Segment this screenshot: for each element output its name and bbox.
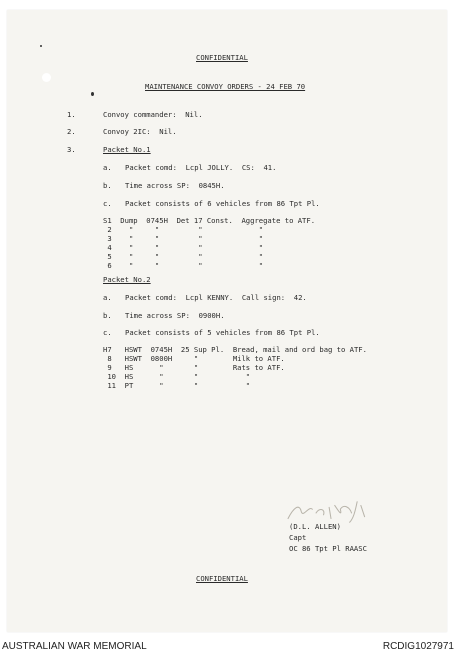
sub-letter: c. xyxy=(103,199,112,208)
signatory-name: (D.L. ALLEN) xyxy=(289,522,341,531)
sub-letter: b. xyxy=(103,181,112,190)
vehicle-row: 3 " " " " xyxy=(103,234,264,243)
sub-letter: b. xyxy=(103,311,112,320)
para-number: 3. xyxy=(67,145,76,154)
punch-hole xyxy=(42,73,51,82)
sub-text: Packet consists of 6 vehicles from 86 Tpt Pl. xyxy=(125,199,320,208)
classification-top: CONFIDENTIAL xyxy=(196,53,248,62)
archive-reference: RCDIG1027971 xyxy=(382,641,454,652)
packet2-heading: Packet No.2 xyxy=(103,275,151,284)
para-number: 1. xyxy=(67,110,76,119)
sub-text: Time across SP: 0845H. xyxy=(125,181,225,190)
archive-source: AUSTRALIAN WAR MEMORIAL xyxy=(2,641,147,652)
sub-text: Time across SP: 0900H. xyxy=(125,311,225,320)
vehicle-row: H7 HSWT 0745H 25 Sup Pl. Bread, mail and ord bag to ATF. xyxy=(103,345,367,354)
vehicle-row: S1 Dump 0745H Det 17 Const. Aggregate to ATF. xyxy=(103,216,316,225)
vehicle-row: 5 " " " " xyxy=(103,252,264,261)
signatory-rank: Capt xyxy=(289,533,307,542)
sub-letter: a. xyxy=(103,293,112,302)
classification-bottom: CONFIDENTIAL xyxy=(196,574,248,583)
vehicle-row: 2 " " " " xyxy=(103,225,264,234)
para-text: Convoy commander: Nil. xyxy=(103,110,203,119)
packet1-heading: Packet No.1 xyxy=(103,145,151,154)
archive-footer xyxy=(0,638,457,654)
para-text: Convoy 2IC: Nil. xyxy=(103,127,177,136)
vehicle-row: 10 HS " " " xyxy=(103,372,251,381)
orders-title: MAINTENANCE CONVOY ORDERS - 24 FEB 70 xyxy=(145,82,306,91)
vehicle-row: 6 " " " " xyxy=(103,261,264,270)
vehicle-row: 9 HS " " Rats to ATF. xyxy=(103,363,285,372)
document-page xyxy=(7,10,447,632)
sub-letter: c. xyxy=(103,328,112,337)
sub-letter: a. xyxy=(103,163,112,172)
vehicle-row: 8 HSWT 0800H " Milk to ATF. xyxy=(103,354,285,363)
sub-text: Packet comd: Lcpl KENNY. Call sign: 42. xyxy=(125,293,307,302)
vehicle-row: 11 PT " " " xyxy=(103,381,251,390)
sub-text: Packet comd: Lcpl JOLLY. CS: 41. xyxy=(125,163,277,172)
signatory-unit: OC 86 Tpt Pl RAASC xyxy=(289,544,367,553)
sub-text: Packet consists of 5 vehicles from 86 Tpt Pl. xyxy=(125,328,320,337)
ink-mark xyxy=(40,45,42,47)
vehicle-row: 4 " " " " xyxy=(103,243,264,252)
para-number: 2. xyxy=(67,127,76,136)
ink-mark xyxy=(91,92,94,96)
